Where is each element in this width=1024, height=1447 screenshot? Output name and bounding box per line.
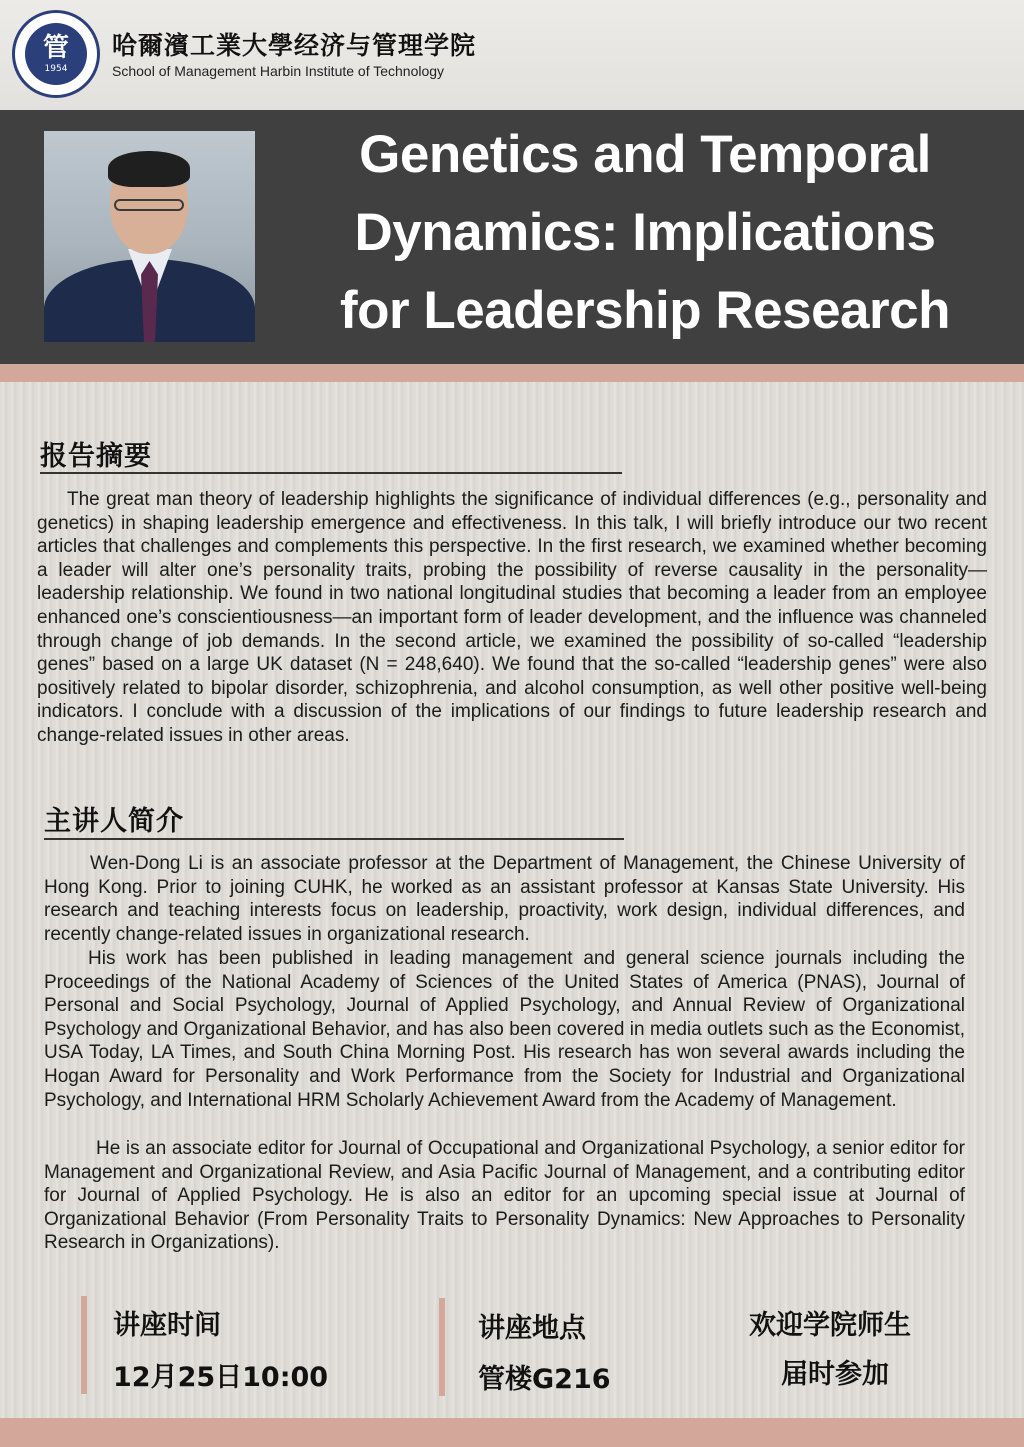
accent-bar: [0, 364, 1024, 382]
school-name-en: School of Management Harbin Institute of Technology: [112, 63, 445, 79]
abstract-heading: 报告摘要: [40, 441, 152, 472]
talk-title: [280, 116, 1010, 356]
header: [0, 0, 1024, 110]
bottom-accent-bar: [0, 1418, 1024, 1447]
time-value: 12月25日10:00: [113, 1362, 329, 1393]
welcome-line-2: 届时参加: [781, 1359, 889, 1390]
speaker-bio-para-1: Wen-Dong Li is an associate professor at the Department of Management, the Chinese University of Hong Kong. Prior to joining CUHK, he worked as an assistant professor at Kansas State University. His research and teaching interests focus on leadership, proactivity, work design, individual differences, and recently change-related issues in organizational research.: [44, 853, 965, 945]
speaker-bio-para-2: His work has been published in leading management and general science journals including the Proceedings of the National Academy of Sciences of the United States of America (PNAS), Journal of Personal and Social Psychology, Journal of Applied Psychology, and Annual Review of Organizational Psychology and Organizational Behavior, and has also been covered in media outlets such as the Economist, USA Today, LA Times, and South China Morning Post. His research has won several awards including the Hogan Award for Personality and Work Performance from the Society for Industrial and Organizational Psychology, and International HRM Scholarly Achievement Award from the Academy of Management.: [44, 948, 965, 1111]
speaker-divider: [44, 838, 624, 840]
footer-divider-1: [81, 1296, 87, 1394]
speaker-heading: 主讲人简介: [44, 806, 184, 837]
school-logo: [12, 10, 100, 98]
place-label: 讲座地点: [478, 1313, 586, 1344]
logo-glyph: 管: [42, 32, 69, 63]
speaker-photo: [44, 131, 255, 342]
title-line-2: Dynamics: Implications: [354, 203, 936, 262]
school-name-cn: 哈爾濱工業大學经济与管理学院: [112, 31, 477, 60]
footer-divider-2: [439, 1298, 445, 1396]
place-value: 管楼G216: [478, 1364, 611, 1395]
welcome-line-1: 欢迎学院师生: [749, 1310, 911, 1341]
time-label: 讲座时间: [113, 1310, 221, 1341]
abstract-text: The great man theory of leadership highlights the significance of individual differences (e.g., personality and genetics) in shaping leadership emergence and effectiveness. In this talk, I will briefly introduce our two recent articles that challenges and complements this perspective. In the first research, we examined whether becoming a leader will alter one’s personality traits, probing the possibility of reverse causality in the personality—leadership relationship. We found in two national longitudinal studies that becoming a leader from an employee enhanced one’s conscientiousness—an important form of leader development, and the influence was channeled through change of job demands. In the second article, we examined the possibility of so-called “leadership genes” based on a large UK dataset (N = 248,640). We found that the so-called “leadership genes” were also positively related to bipolar disorder, schizophrenia, and alcohol consumption, as well other positive well-being indicators. I conclude with a discussion of the implications of our findings to future leadership research and change-related issues in other areas.: [37, 489, 987, 746]
title-line-3: for Leadership Research: [339, 281, 950, 340]
abstract-divider: [40, 472, 622, 474]
speaker-bio-para-3: He is an associate editor for Journal of Occupational and Organizational Psychology, a senior editor for Management and Organizational Review, and Asia Pacific Journal of Management, and a contributing editor for Journal of Applied Psychology. He is also an editor for an upcoming special issue at Journal of Organizational Behavior (From Personality Traits to Personality Dynamics: New Approaches to Personality Research in Organizations).: [44, 1138, 965, 1254]
title-line-1: Genetics and Temporal: [359, 125, 931, 184]
logo-year: 1954: [44, 63, 68, 74]
